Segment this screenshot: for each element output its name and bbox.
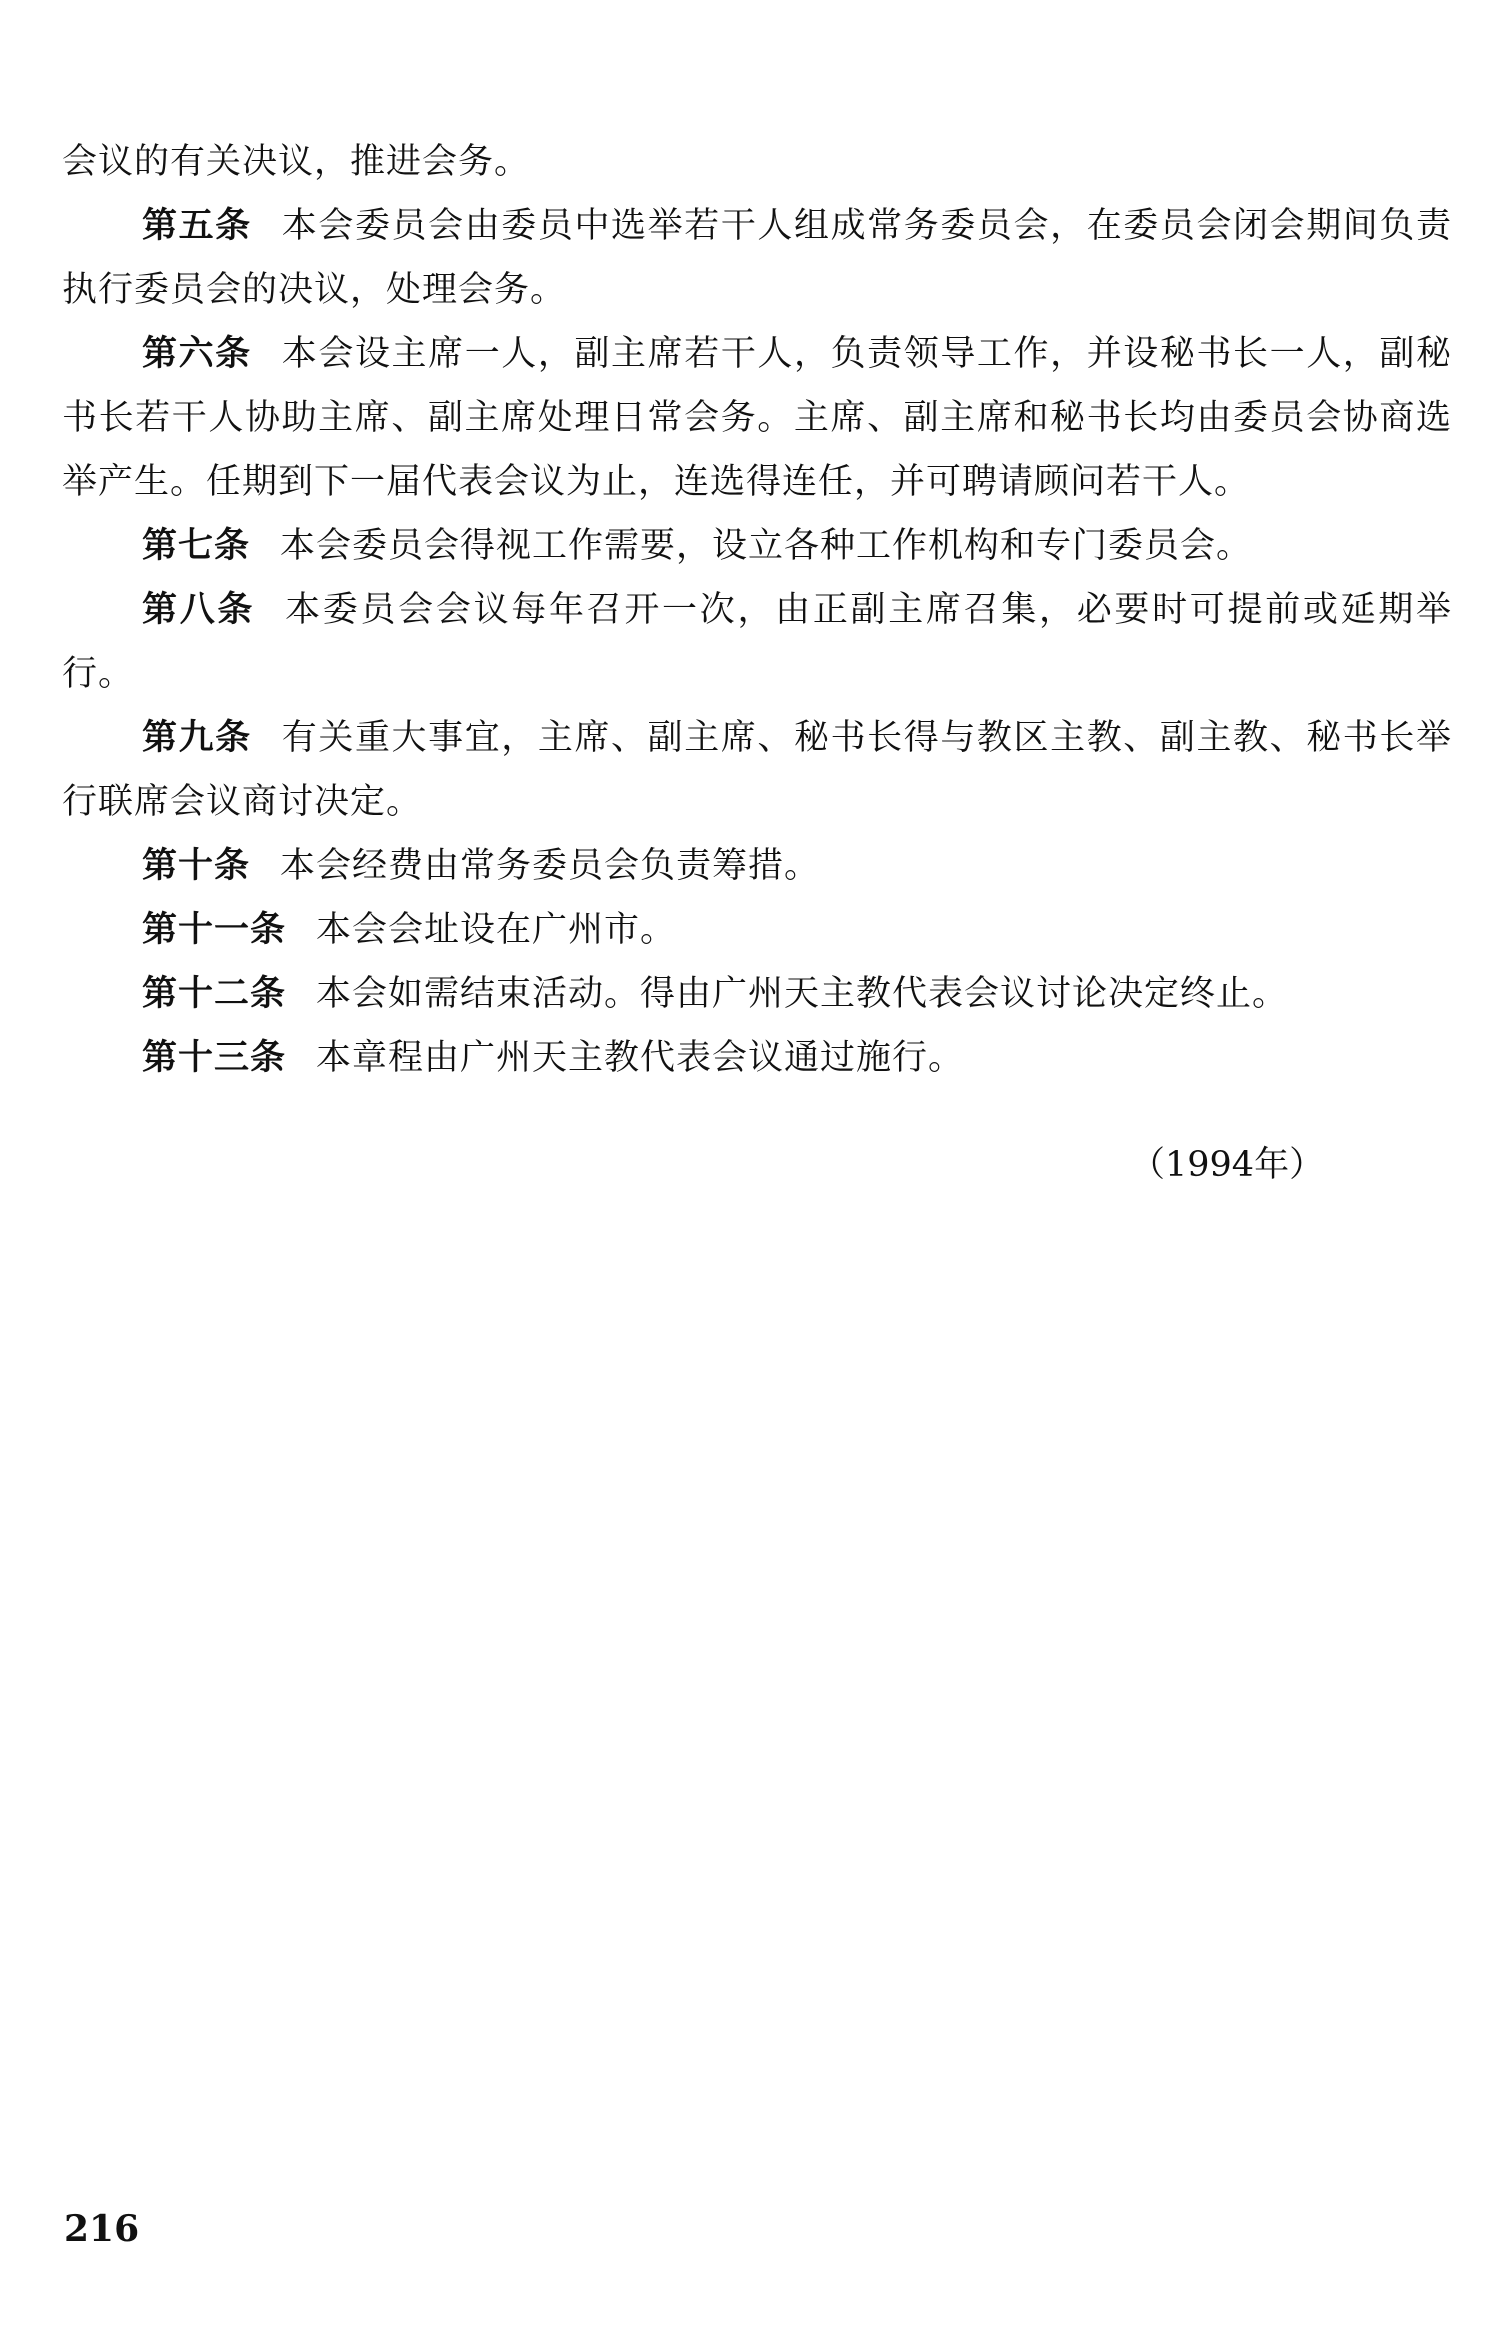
article-5	[62, 194, 1452, 322]
document-body	[62, 130, 1452, 1090]
continuation-paragraph: 会议的有关决议，推进会务。	[62, 142, 531, 182]
article-label: 第七条	[142, 526, 251, 566]
article-text: 本委员会会议每年召开一次，由正副主席召集，必要时可提前或延期举行。	[62, 590, 1452, 694]
article-10	[62, 834, 1452, 898]
article-label: 第五条	[142, 206, 252, 246]
page-number: 216	[64, 2208, 140, 2250]
article-13	[62, 1026, 1452, 1090]
article-text: 本会如需结束活动。得由广州天主教代表会议讨论决定终止。	[316, 974, 1289, 1014]
article-text: 本会经费由常务委员会负责筹措。	[280, 846, 821, 886]
article-text: 本会委员会由委员中选举若干人组成常务委员会，在委员会闭会期间负责执行委员会的决议，处理会务。	[62, 206, 1452, 310]
article-text: 本会委员会得视工作需要，设立各种工作机构和专门委员会。	[280, 526, 1253, 566]
article-9	[62, 706, 1452, 834]
article-11	[62, 898, 1452, 962]
article-label: 第九条	[142, 718, 252, 758]
article-8	[62, 578, 1452, 706]
article-label: 第八条	[142, 590, 256, 630]
article-text: 有关重大事宜，主席、副主席、秘书长得与教区主教、副主教、秘书长举行联席会议商讨决定。	[62, 718, 1452, 822]
article-label: 第十二条	[142, 974, 287, 1014]
article-12	[62, 962, 1452, 1026]
article-7	[62, 514, 1452, 578]
year-note: （1994年）	[1130, 1145, 1325, 1185]
article-text: 本会会址设在广州市。	[316, 910, 677, 950]
article-label: 第十条	[142, 846, 251, 886]
article-text: 本会设主席一人，副主席若干人，负责领导工作，并设秘书长一人，副秘书长若干人协助主席、副主席处理日常会务。主席、副主席和秘书长均由委员会协商选举产生。任期到下一届代表会议为止，连选得连任，并可聘请顾问若干人。	[62, 334, 1452, 502]
article-6	[62, 322, 1452, 514]
article-label: 第十一条	[142, 910, 287, 950]
article-text: 本章程由广州天主教代表会议通过施行。	[316, 1038, 965, 1078]
article-label: 第六条	[142, 334, 252, 374]
article-label: 第十三条	[142, 1038, 287, 1078]
